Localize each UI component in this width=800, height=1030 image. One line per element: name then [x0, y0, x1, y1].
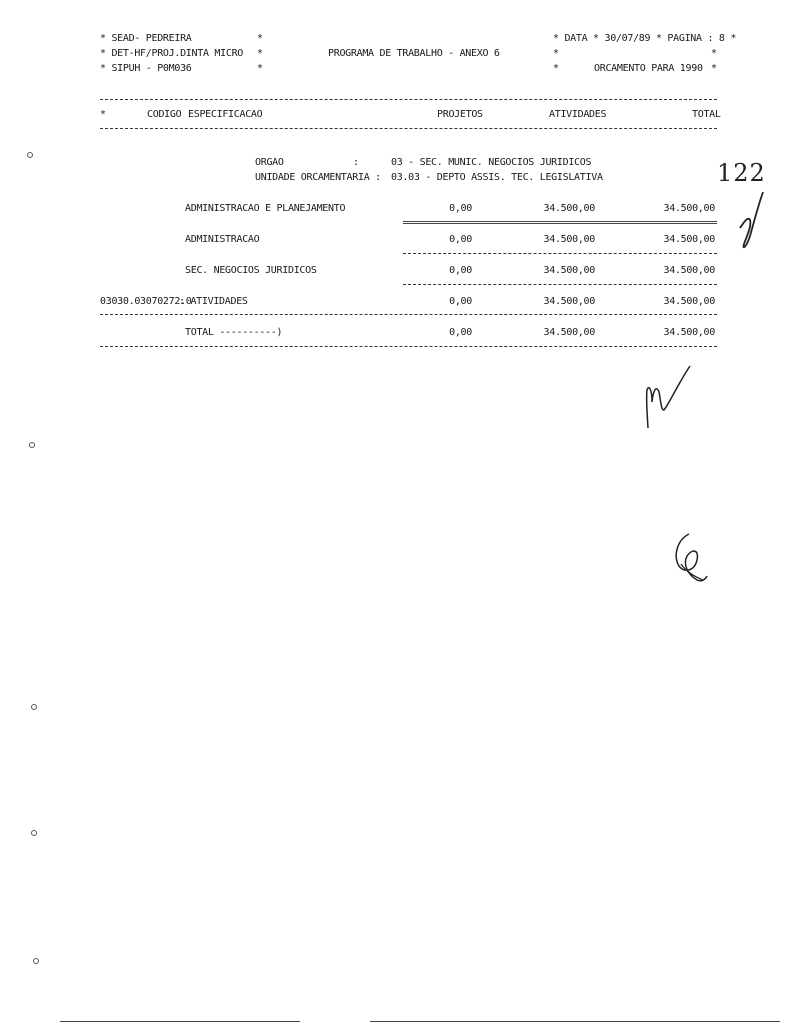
scan-artifact	[31, 830, 37, 836]
divider	[100, 314, 717, 315]
row-total: 34.500,00	[663, 296, 715, 307]
row-description: : ATIVIDADES	[179, 296, 248, 307]
divider	[403, 253, 717, 254]
header-star: *	[257, 48, 263, 59]
scan-artifact	[29, 442, 35, 448]
scan-artifact	[33, 958, 39, 964]
scan-edge	[60, 1021, 300, 1022]
column-projetos: PROJETOS	[437, 109, 483, 120]
column-atividades: ATIVIDADES	[549, 109, 607, 120]
document-title: PROGRAMA DE TRABALHO - ANEXO 6	[328, 48, 500, 59]
divider	[100, 128, 717, 129]
row-projetos: 0,00	[449, 234, 472, 245]
column-especificacao: ESPECIFICACAO	[188, 109, 263, 120]
unidade-value: 03.03 - DEPTO ASSIS. TEC. LEGISLATIVA	[391, 172, 603, 183]
row-total: 34.500,00	[663, 265, 715, 276]
handwritten-signature	[667, 530, 711, 588]
header-star: *	[711, 48, 717, 59]
handwritten-page-number: 122	[717, 159, 766, 187]
row-atividades: 34.500,00	[543, 203, 595, 214]
header-star: *	[553, 48, 559, 59]
divider	[100, 99, 717, 100]
row-code: 03030.03070272.0	[100, 296, 192, 307]
column-total: TOTAL	[692, 109, 721, 120]
handwritten-check-mark	[736, 186, 766, 256]
row-description: SEC. NEGOCIOS JURIDICOS	[185, 265, 317, 276]
row-description: ADMINISTRACAO	[185, 234, 260, 245]
total-projetos: 0,00	[449, 327, 472, 338]
column-star: *	[100, 109, 106, 120]
scan-edge	[370, 1021, 780, 1022]
row-projetos: 0,00	[449, 296, 472, 307]
orgao-value: 03 - SEC. MUNIC. NEGOCIOS JURIDICOS	[391, 157, 592, 168]
budget-year: ORCAMENTO PARA 1990	[594, 63, 703, 74]
scan-artifact	[27, 152, 33, 158]
divider	[100, 346, 717, 347]
total-total: 34.500,00	[663, 327, 715, 338]
row-projetos: 0,00	[449, 265, 472, 276]
row-description: ADMINISTRACAO E PLANEJAMENTO	[185, 203, 346, 214]
header-star: *	[711, 63, 717, 74]
header-star: *	[257, 63, 263, 74]
total-atividades: 34.500,00	[543, 327, 595, 338]
row-total: 34.500,00	[663, 234, 715, 245]
header-left-line-1: * SEAD- PEDREIRA	[100, 33, 192, 44]
row-atividades: 34.500,00	[543, 234, 595, 245]
date-page-line: * DATA * 30/07/89 * PAGINA : 8 *	[553, 33, 737, 44]
row-projetos: 0,00	[449, 203, 472, 214]
row-atividades: 34.500,00	[543, 265, 595, 276]
total-label: TOTAL ----------)	[185, 327, 283, 338]
orgao-label: ORGAO	[255, 157, 284, 168]
header-left-line-2: * DET-HF/PROJ.DINTA MICRO	[100, 48, 244, 59]
column-codigo: CODIGO	[147, 109, 182, 120]
divider	[403, 284, 717, 285]
orgao-separator: :	[353, 157, 359, 168]
header-star: *	[257, 33, 263, 44]
unidade-label: UNIDADE ORCAMENTARIA :	[255, 172, 381, 183]
header-star: *	[553, 63, 559, 74]
handwritten-initials	[638, 362, 698, 434]
header-left-line-3: * SIPUH - P0M036	[100, 63, 192, 74]
scan-artifact	[31, 704, 37, 710]
row-atividades: 34.500,00	[543, 296, 595, 307]
row-total: 34.500,00	[663, 203, 715, 214]
double-rule	[403, 221, 717, 224]
